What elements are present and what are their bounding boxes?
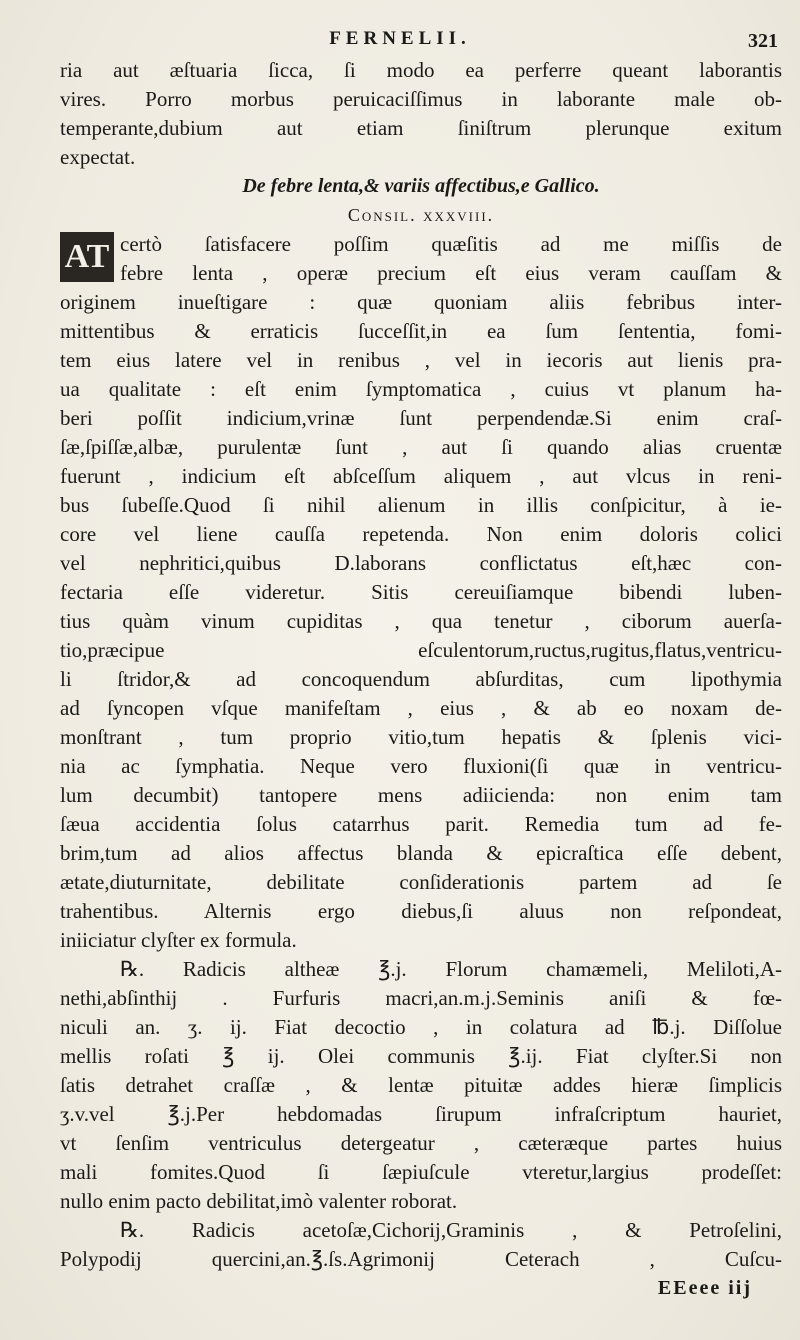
drop-cap-lines <box>120 230 782 288</box>
recipe-line: nethi,abſinthij . Furfuris macri,an.m.j.Seminis aniſi & fœ- <box>60 986 782 1010</box>
recipe-line: ʒ.v.vel ℥.j.Per hebdomadas ſirupum infraſcriptum hauriet, <box>60 1102 782 1126</box>
text-line: expectat. <box>60 145 136 169</box>
text-line: vel nephritici,quibus D.laborans conflictatus eſt,hæc con- <box>60 551 782 575</box>
text-line: mittentibus & erraticis ſucceſſit,in ea ſum ſententia, fomi- <box>60 319 782 343</box>
recipe-line: niculi an. ʒ. ij. Fiat decoctio , in colatura ad ℔.j. Diſſolue <box>60 1015 782 1039</box>
text-block <box>60 56 782 1303</box>
signature-mark: EEeee iij <box>657 1277 752 1299</box>
consil-number: Consil. xxxviii. <box>347 205 495 225</box>
recipe-line: mali fomites.Quod ſi ſæpiuſcule vteretur,largius prodeſſet: <box>60 1160 782 1184</box>
text-line: lum decumbit) tantopere mens adiicienda: non enim tam <box>60 783 782 807</box>
text-line: ætate,diuturnitate, debilitate conſiderationis partem ad ſe <box>60 870 782 894</box>
text-line: tio,præcipue eſculentorum,ructus,rugitus,flatus,ventricu- <box>60 638 782 662</box>
recipe-line: ℞. Radicis acetoſæ,Cichorij,Graminis , & Petroſelini, <box>120 1218 782 1242</box>
text-line: ſæ,ſpiſſæ,albæ, purulentæ ſunt , aut ſi quando alias cruentæ <box>60 435 782 459</box>
page-number: 321 <box>748 30 778 52</box>
recipe-line: ℞. Radicis altheæ ℥.j. Florum chamæmeli, Meliloti,A- <box>120 957 782 981</box>
text-line: tem eius latere vel in renibus , vel in iecoris aut lienis pra- <box>60 348 782 372</box>
text-line: trahentibus. Alternis ergo diebus,ſi aluus non reſpondeat, <box>60 899 782 923</box>
text-line: bus ſubeſſe.Quod ſi nihil alienum in illis conſpicitur, à ie- <box>60 493 782 517</box>
text-line: certò ſatisfacere poſſim quæſitis ad me miſſis de <box>120 232 782 256</box>
drop-cap-paragraph-start <box>60 230 782 288</box>
recipe-line: mellis roſati ℥ ij. Olei communis ℥.ij. Fiat clyſter.Si non <box>60 1044 782 1068</box>
text-line: li ſtridor,& ad concoquendum abſurditas, cum lipothymia <box>60 667 782 691</box>
text-line: vires. Porro morbus peruicaciſſimus in laborante male ob- <box>60 87 782 111</box>
text-line: core vel liene cauſſa repetenda. Non enim doloris colici <box>60 522 782 546</box>
text-line: beri poſſit indicium,vrinæ ſunt perpendendæ.Si enim craſ- <box>60 406 782 430</box>
text-line: tius quàm vinum cupiditas , qua tenetur , ciborum auerſa- <box>60 609 782 633</box>
recipe-line: ſatis detrahet craſſæ , & lentæ pituitæ addes hieræ ſimplicis <box>60 1073 782 1097</box>
text-line: fectaria eſſe videretur. Sitis cereuiſiamque bibendi luben- <box>60 580 782 604</box>
recipe-line: nullo enim pacto debilitat,imò valenter roborat. <box>60 1189 458 1213</box>
section-heading: De febre lenta,& variis affectibus,e Gallico. <box>242 175 600 197</box>
text-line: ua qualitate : eſt enim ſymptomatica , cuius vt planum ha- <box>60 377 782 401</box>
text-line: originem inueſtigare : quæ quoniam aliis febribus inter- <box>60 290 782 314</box>
text-line: ria aut æſtuaria ſicca, ſi modo ea perferre queant laborantis <box>60 58 782 82</box>
text-line: iniiciatur clyſter ex formula. <box>60 928 297 952</box>
text-line: fuerunt , indicium eſt abſceſſum aliquem , aut vlcus in reni- <box>60 464 782 488</box>
recipe-line: Polypodij quercini,an.℥.ſs.Agrimonij Ceterach , Cuſcu- <box>60 1247 782 1271</box>
text-line: monſtrant , tum proprio vitio,tum hepatis & ſplenis vici- <box>60 725 782 749</box>
drop-cap: AT <box>60 232 114 282</box>
text-line: nia ac ſymphatia. Neque vero fluxioni(ſi quæ in ventricu- <box>60 754 782 778</box>
text-line: temperante,dubium aut etiam ſiniſtrum plerunque exitum <box>60 116 782 140</box>
recipe-line: vt ſenſim ventriculus detergeatur , cæteræque partes huius <box>60 1131 782 1155</box>
text-line: ſæua accidentia ſolus catarrhus parit. Remedia tum ad fe- <box>60 812 782 836</box>
text-line: ad ſyncopen vſque manifeſtam , eius , & ab eo noxam de- <box>60 696 782 720</box>
running-title: FERNELII. <box>329 28 471 49</box>
text-line: brim,tum ad alios affectus blanda & epicraſtica eſſe debent, <box>60 841 782 865</box>
text-line: febre lenta , operæ precium eſt eius veram cauſſam & <box>120 261 782 285</box>
